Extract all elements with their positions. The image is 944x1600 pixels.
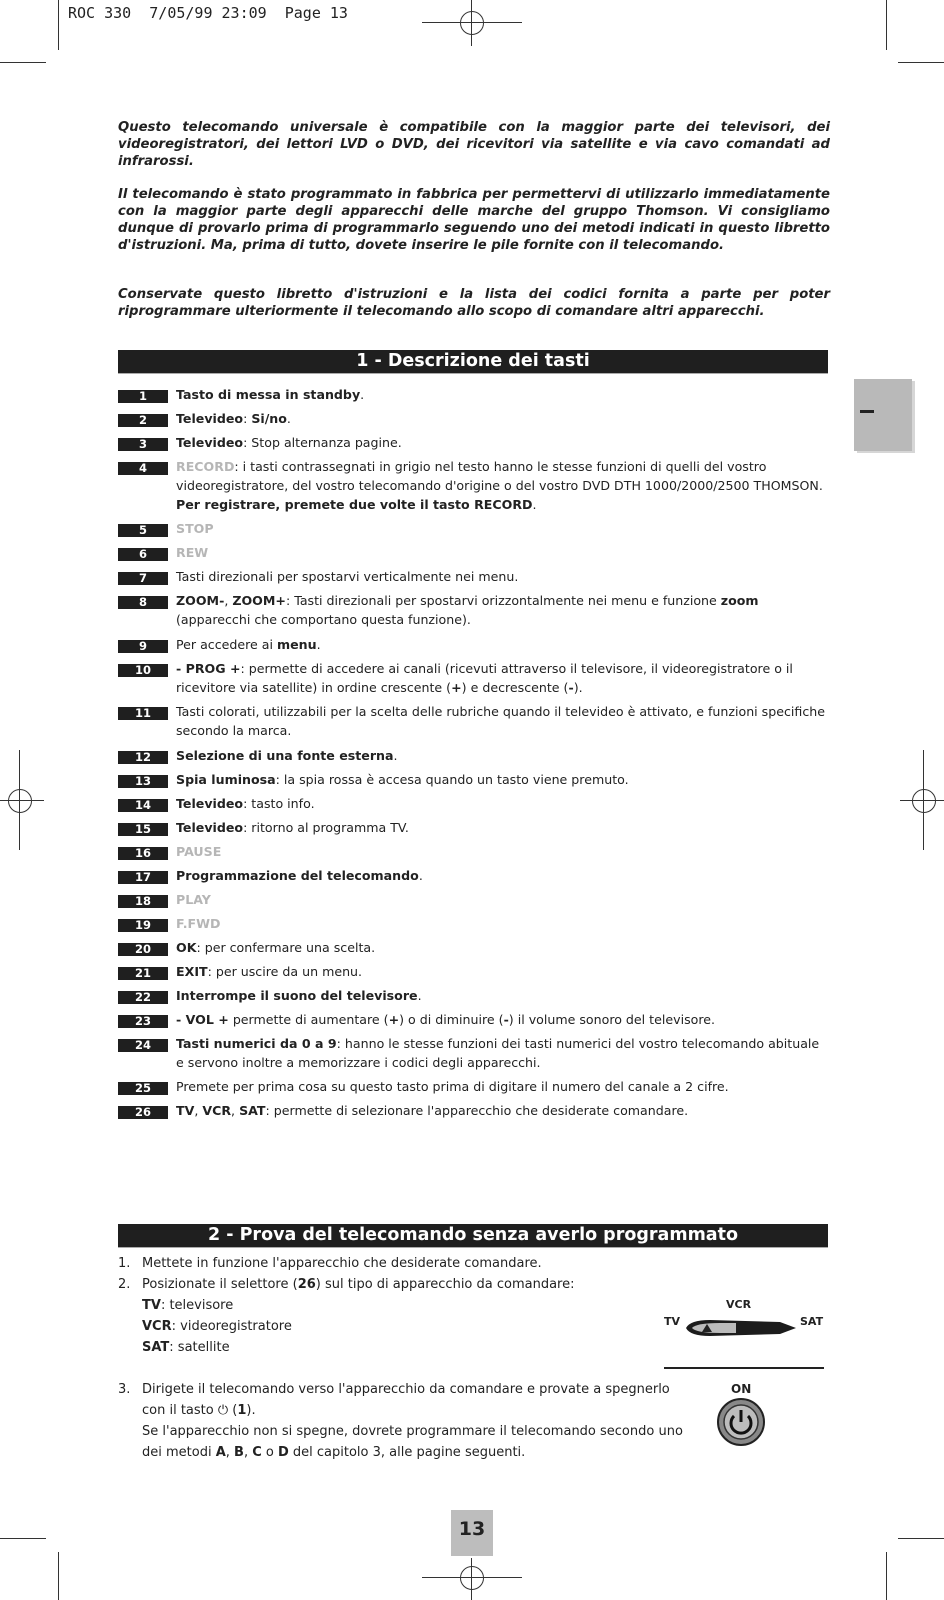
item-number: 4	[118, 462, 168, 475]
selector-divider	[664, 1367, 824, 1369]
item-number: 15	[118, 823, 168, 836]
item-number: 20	[118, 943, 168, 956]
item-number: 17	[118, 871, 168, 884]
selector-slider-icon	[660, 1308, 830, 1348]
power-button-illustration	[715, 1382, 775, 1452]
item-number: 23	[118, 1015, 168, 1028]
power-button-label: ON	[731, 1382, 752, 1396]
language-side-tab	[854, 379, 912, 451]
item-number: 18	[118, 895, 168, 908]
item-number: 10	[118, 664, 168, 677]
item-number: 13	[118, 775, 168, 788]
page-number: 13	[451, 1510, 493, 1556]
item-number: 24	[118, 1039, 168, 1052]
section-1-title: 1 - Descrizione dei tasti	[118, 350, 828, 374]
side-tab-dash	[860, 410, 874, 413]
item-number: 19	[118, 919, 168, 932]
selector-label-vcr: VCR	[726, 1298, 752, 1311]
item-number: 9	[118, 640, 168, 653]
power-symbol-icon: ⏻	[217, 1403, 229, 1418]
item-number: 8	[118, 596, 168, 609]
item-number: 26	[118, 1106, 168, 1119]
intro-paragraph-2: Il telecomando è stato programmato in fabbrica per permettervi di utilizzarlo immediatamente con la maggior parte degli apparecchi delle marche del gruppo Thomson. Vi consigliamo dunque di provarlo prima di programmarlo seguendo uno dei metodi indicati in questo libretto d'istruzioni. Ma, prima di tutto, dovete inserire le pile fornite con il telecomando.	[118, 187, 830, 253]
item-number: 22	[118, 991, 168, 1004]
print-header: ROC 330 7/05/99 23:09 Page 13	[68, 4, 348, 22]
intro-paragraph-1: Questo telecomando universale è compatibile con la maggior parte dei televisori, dei videoregistratori, dei lettori LVD o DVD, dei ricevitori via satellite e via cavo comandati ad infrarossi.	[118, 120, 830, 169]
item-number: 16	[118, 847, 168, 860]
item-number: 6	[118, 548, 168, 561]
item-number: 7	[118, 572, 168, 585]
item-number: 25	[118, 1082, 168, 1095]
item-number: 21	[118, 967, 168, 980]
selector-label-sat: SAT	[800, 1315, 824, 1328]
item-number: 3	[118, 438, 168, 451]
power-button-icon	[715, 1396, 775, 1448]
selector-label-tv: TV	[664, 1315, 681, 1328]
item-number: 11	[118, 707, 168, 720]
device-selector-illustration	[660, 1298, 830, 1368]
item-number: 12	[118, 751, 168, 764]
item-number: 14	[118, 799, 168, 812]
item-number: 2	[118, 414, 168, 427]
section-2-title: 2 - Prova del telecomando senza averlo programmato	[118, 1224, 828, 1248]
intro-paragraph-3: Conservate questo libretto d'istruzioni e la lista dei codici fornita a parte per poter riprogrammare ulteriormente il telecomando allo scopo di comandare altri apparecchi.	[118, 287, 830, 319]
item-number: 1	[118, 390, 168, 403]
item-number: 5	[118, 524, 168, 537]
